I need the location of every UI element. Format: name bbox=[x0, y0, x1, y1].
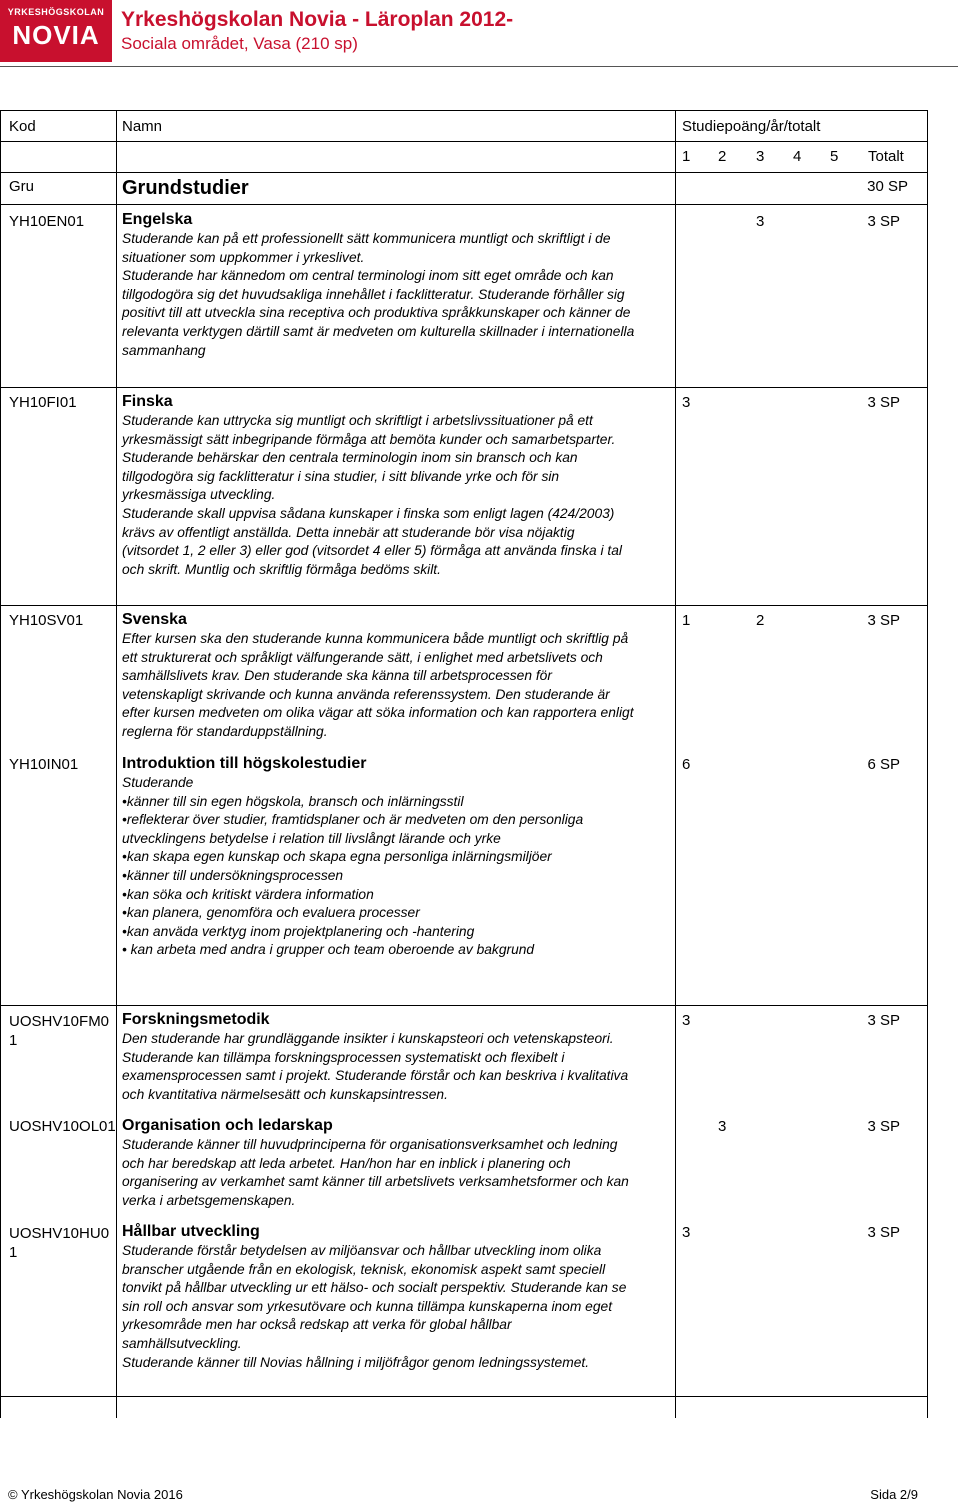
row-divider bbox=[0, 605, 928, 606]
course-entry bbox=[122, 611, 682, 742]
column-header-year-2: 2 bbox=[718, 148, 727, 165]
column-header-year-5: 5 bbox=[830, 148, 839, 165]
course-name: Organisation och ledarskap bbox=[122, 1117, 333, 1134]
course-entry bbox=[122, 755, 682, 960]
course-description: Studerande känner till huvudprinciperna för organisationsverksamhet och ledning och har beredskap att leda arbetet. Han/hon har en inblick i planering och organisering av verkamhet samt känner till arbetslivets verksamhetsformer och kan verka i arbetsgemenskapen. bbox=[122, 1137, 629, 1208]
course-entry bbox=[122, 1011, 682, 1104]
column-header-namn: Namn bbox=[122, 118, 163, 135]
course-description: Efter kursen ska den studerande kunna kommunicera både muntligt och skriftlig på ett strukturerat och språkligt välfungerande sätt, i enlighet med arbetslivets och samhällslivets krav. Den studerande ska känna till arbetsprocessen för vetenskapligt skrivande och kunna använda referenssystem. Den studerande är efter kursen medveten om olika vägar att söka information och kan rapportera enligt reglerna för standarduppställning. bbox=[122, 631, 634, 739]
course-year-value: 3 bbox=[682, 1012, 691, 1029]
logo-line2: NOVIA bbox=[12, 20, 100, 50]
course-year-value: 1 bbox=[682, 612, 691, 629]
course-description: Studerande förstår betydelsen av miljöansvar och hållbar utveckling inom olika branscher utgående från en ekologisk, teknisk, ekonomisk aspekt samt speciell tonvikt på hållbar utveckling ur ett hälso- och socialt perspektiv. Studerande kan se sin roll och ansvar som yrkesutövare och kunna tillämpa kunskaperna inom eget yrkesområde men har också redskap att verka för global hållbar samhällsutveckling. Studerande känner till Novias hållning i miljöfrågor genom ledningssystemet. bbox=[122, 1243, 627, 1370]
course-kod: UOSHV10HU0 1 bbox=[9, 1225, 110, 1261]
course-kod: UOSHV10FM0 1 bbox=[9, 1013, 110, 1049]
footer-page-number: Sida 2/9 bbox=[870, 1487, 918, 1502]
column-header-studiepoang: Studiepoäng/år/totalt bbox=[682, 118, 821, 135]
column-header-kod: Kod bbox=[9, 118, 36, 135]
course-kod: YH10FI01 bbox=[9, 394, 77, 411]
course-year-value: 2 bbox=[756, 612, 765, 629]
course-total: 3 SP bbox=[867, 213, 900, 230]
row-divider bbox=[0, 204, 928, 205]
course-name: Hållbar utveckling bbox=[122, 1223, 260, 1240]
course-total: 3 SP bbox=[867, 1118, 900, 1135]
header-rule bbox=[0, 66, 958, 67]
course-description: Studerande kan på ett professionellt sätt kommunicera muntligt och skriftligt i de situationer som uppkommer i yrkeslivet. Studerande har kännedom om central terminologi inom sitt eget område och kan tillgodogöra sig det huvudsakliga innehållet i facklitteratur. Studerande förhåller sig positivt till att utveckla sina receptiva och produktiva språkkunskaper och känner de relevanta verktygen därtill samt är medveten om kulturella skillnader i internationella sammanhang bbox=[122, 231, 635, 358]
group-kod: Gru bbox=[9, 178, 35, 195]
course-total: 3 SP bbox=[867, 394, 900, 411]
course-description: Studerande •känner till sin egen högskola, bransch och inlärningsstil •reflekterar över studier, framtidsplaner och är medveten om den personliga utvecklingens betydelse i relation till livslångt lärande och yrke •kan skapa egen kunskap och skapa egna personliga inlärningsmiljöer •känner till undersökningsprocessen •kan söka och kritiskt värdera information •kan planera, genomföra och evaluera processer •kan anväda verktyg inom projektplanering och -hantering • kan arbeta med andra i grupper och team oberoende av bakgrund bbox=[122, 775, 584, 958]
curriculum-table bbox=[0, 110, 928, 1418]
course-year-value: 3 bbox=[682, 394, 691, 411]
row-divider bbox=[0, 172, 928, 173]
course-entry bbox=[122, 393, 682, 579]
logo-line1: YRKESHÖGSKOLAN bbox=[7, 7, 105, 17]
row-divider bbox=[0, 141, 928, 142]
page-header bbox=[0, 0, 960, 78]
course-total: 6 SP bbox=[867, 756, 900, 773]
novia-logo bbox=[0, 0, 112, 62]
course-kod: YH10EN01 bbox=[9, 213, 85, 230]
row-divider bbox=[0, 1005, 928, 1006]
course-name: Finska bbox=[122, 393, 173, 410]
course-year-value: 6 bbox=[682, 756, 691, 773]
course-year-value: 3 bbox=[682, 1224, 691, 1241]
course-description: Den studerande har grundläggande insikter i kunskapsteori och vetenskapsteori. Studerande kan tillämpa forskningsprocessen systematiskt och flexibelt i examensprocessen samt i projekt. Studerande förstår och kan beskriva i kvalitativa och kvantitativa närmelsesätt och kunskapsintressen. bbox=[122, 1031, 629, 1102]
course-name: Engelska bbox=[122, 211, 193, 228]
course-total: 3 SP bbox=[867, 1224, 900, 1241]
course-name: Svenska bbox=[122, 611, 187, 628]
column-divider-kod bbox=[116, 110, 117, 1418]
course-kod: YH10SV01 bbox=[9, 612, 84, 629]
row-divider bbox=[0, 110, 928, 111]
column-header-year-4: 4 bbox=[793, 148, 802, 165]
course-year-value: 3 bbox=[718, 1118, 727, 1135]
page-subtitle: Sociala området, Vasa (210 sp) bbox=[121, 34, 358, 53]
page-title: Yrkeshögskolan Novia - Läroplan 2012- bbox=[121, 8, 514, 31]
course-entry bbox=[122, 211, 682, 360]
course-year-value: 3 bbox=[756, 213, 765, 230]
row-divider bbox=[0, 387, 928, 388]
course-name: Forskningsmetodik bbox=[122, 1011, 270, 1028]
footer-copyright: © Yrkeshögskolan Novia 2016 bbox=[8, 1487, 183, 1502]
table-border-right bbox=[927, 110, 928, 1418]
course-entry bbox=[122, 1223, 682, 1372]
column-header-total: Totalt bbox=[868, 148, 904, 165]
course-kod: UOSHV10OL01 bbox=[9, 1118, 116, 1135]
course-total: 3 SP bbox=[867, 1012, 900, 1029]
group-total: 30 SP bbox=[867, 178, 908, 195]
course-total: 3 SP bbox=[867, 612, 900, 629]
course-name: Introduktion till högskolestudier bbox=[122, 755, 367, 772]
group-name: Grundstudier bbox=[122, 177, 249, 199]
course-description: Studerande kan uttrycka sig muntligt och skriftligt i arbetslivssituationer på ett yrkesmässigt sätt inbegripande förmåga att bemöta kunder och samarbetsparter. Studerande behärskar den centrala terminologin inom sin bransch och kan tillgodogöra sig facklitteratur i sina studier, i sitt blivande yrke och för sin yrkesmässiga utveckling. Studerande skall uppvisa sådana kunskaper i finska som enligt lagen (424/2003) krävs av offentligt anställda. Detta innebär att studerande bör visa nöjaktig (vitsordet 1, 2 eller 3) eller god (vitsordet 4 eller 5) förmåga att använda finska i tal och skrift. Muntlig och skriftlig förmåga bedöms skilt. bbox=[122, 413, 622, 577]
row-divider bbox=[0, 1396, 928, 1397]
course-kod: YH10IN01 bbox=[9, 756, 79, 773]
column-header-year-3: 3 bbox=[756, 148, 765, 165]
column-header-year-1: 1 bbox=[682, 148, 691, 165]
table-border-left bbox=[0, 110, 1, 1418]
course-entry bbox=[122, 1117, 682, 1210]
